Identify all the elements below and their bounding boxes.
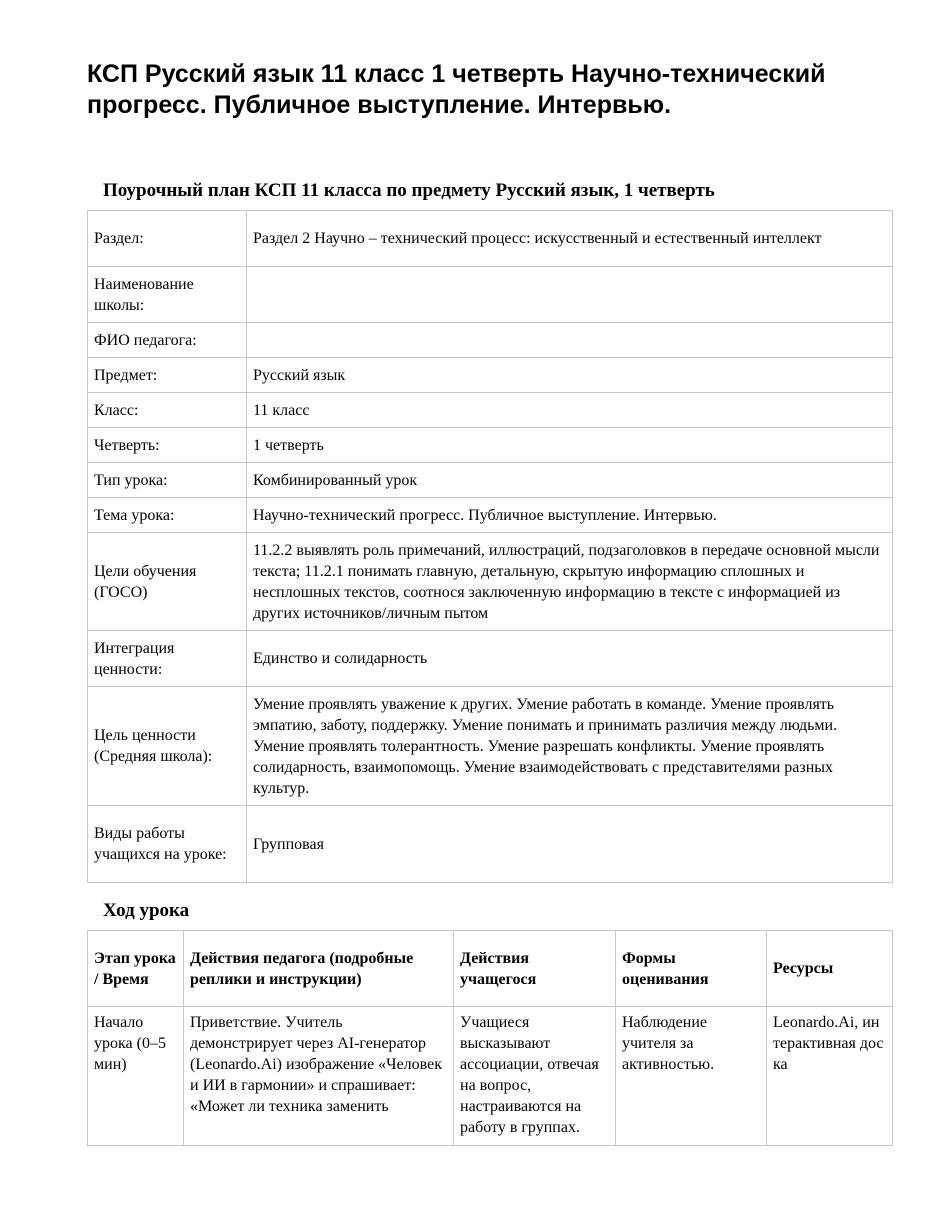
row-value-lesson-type: Комбинированный урок	[247, 463, 893, 498]
table-row	[88, 323, 893, 358]
column-header-assessment: Формы оценивания	[616, 931, 767, 1007]
row-value-teacher	[247, 323, 893, 358]
row-value-work-types: Групповая	[247, 806, 893, 883]
row-label-lesson-type: Тип урока:	[88, 463, 247, 498]
cell-student-actions	[454, 1007, 616, 1146]
plan-heading: Поурочный план КСП 11 класса по предмету Русский язык, 1 четверть	[103, 180, 715, 201]
cell-assessment	[616, 1007, 767, 1146]
row-label-grade: Класс:	[88, 393, 247, 428]
row-value-values: Единство и солидарность	[247, 631, 893, 687]
cell-resources	[767, 1007, 893, 1146]
row-label-school: Наименование школы:	[88, 267, 247, 323]
plan-table	[87, 210, 893, 883]
cell-teacher-actions	[184, 1007, 454, 1146]
row-label-subject: Предмет:	[88, 358, 247, 393]
row-label-value-goal: Цель ценности (Средняя школа):	[88, 687, 247, 806]
row-value-grade: 11 класс	[247, 393, 893, 428]
row-label-quarter: Четверть:	[88, 428, 247, 463]
table-row	[88, 358, 893, 393]
lesson-heading: Ход урока	[103, 900, 190, 921]
row-value-goals: 11.2.2 выявлять роль примечаний, иллюстраций, подзаголовков в передаче основной мысли текста; 11.2.1 понимать главную, детальную, скрытую информацию сплошных и несплошных текстов, соотнося заключенную информацию в тексте с информацией из других источников/личным пытом	[247, 533, 893, 631]
row-label-values: Интеграция ценности:	[88, 631, 247, 687]
column-header-resources: Ресурсы	[767, 931, 893, 1007]
table-row	[88, 806, 893, 883]
row-value-section: Раздел 2 Научно – технический процесс: искусственный и естественный интеллект	[247, 211, 893, 267]
table-header-row	[88, 931, 893, 1007]
table-row	[88, 428, 893, 463]
cell-stage-text: Начало урока (0–5 мин)	[94, 1014, 166, 1073]
table-row	[88, 533, 893, 631]
row-label-teacher: ФИО педагога:	[88, 323, 247, 358]
row-label-goals: Цели обучения (ГОСО)	[88, 533, 247, 631]
table-row	[88, 498, 893, 533]
lesson-table	[87, 930, 893, 1146]
cell-student-actions-text: Учащиеся высказывают ассоциации, отвечая на вопрос, настраиваются на работу в группах.	[460, 1014, 599, 1136]
row-label-section: Раздел:	[88, 211, 247, 267]
cell-teacher-actions-text: Приветствие. Учитель демонстрирует через AI-генератор (Leonardo.Ai) изображение «Человек и ИИ в гармонии» и спрашивает: «Может ли техника заменить	[190, 1014, 442, 1115]
row-value-value-goal: Умение проявлять уважение к других. Умение работать в команде. Умение проявлять эмпатию, заботу, поддержку. Умение понимать и принимать различия между людьми. Умение проявлять толерантность. Умение разрешать конфликты. Умение проявлять солидарность, взаимопомощь. Умение взаимодействовать с представителями разных культур.	[247, 687, 893, 806]
row-value-topic: Научно-технический прогресс. Публичное выступление. Интервью.	[247, 498, 893, 533]
table-row	[88, 211, 893, 267]
row-label-topic: Тема урока:	[88, 498, 247, 533]
document-title: КСП Русский язык 11 класс 1 четверть Научно-технический прогресс. Публичное выступление. Интервью.	[87, 60, 826, 119]
row-value-school	[247, 267, 893, 323]
column-header-student-actions: Действия учащегося	[454, 931, 616, 1007]
table-row	[88, 267, 893, 323]
column-header-stage: Этап урока / Время	[88, 931, 184, 1007]
cell-stage	[88, 1007, 184, 1146]
cell-assessment-text: Наблюдение учителя за активностью.	[622, 1014, 715, 1073]
table-row	[88, 687, 893, 806]
table-row	[88, 1007, 893, 1146]
table-row	[88, 393, 893, 428]
row-label-work-types: Виды работы учащихся на уроке:	[88, 806, 247, 883]
table-row	[88, 463, 893, 498]
row-value-subject: Русский язык	[247, 358, 893, 393]
column-header-teacher-actions: Действия педагога (подробные реплики и инструкции)	[184, 931, 454, 1007]
table-row	[88, 631, 893, 687]
row-value-quarter: 1 четверть	[247, 428, 893, 463]
cell-resources-text: Leonardo.Ai, интерактивная доска	[773, 1014, 884, 1073]
